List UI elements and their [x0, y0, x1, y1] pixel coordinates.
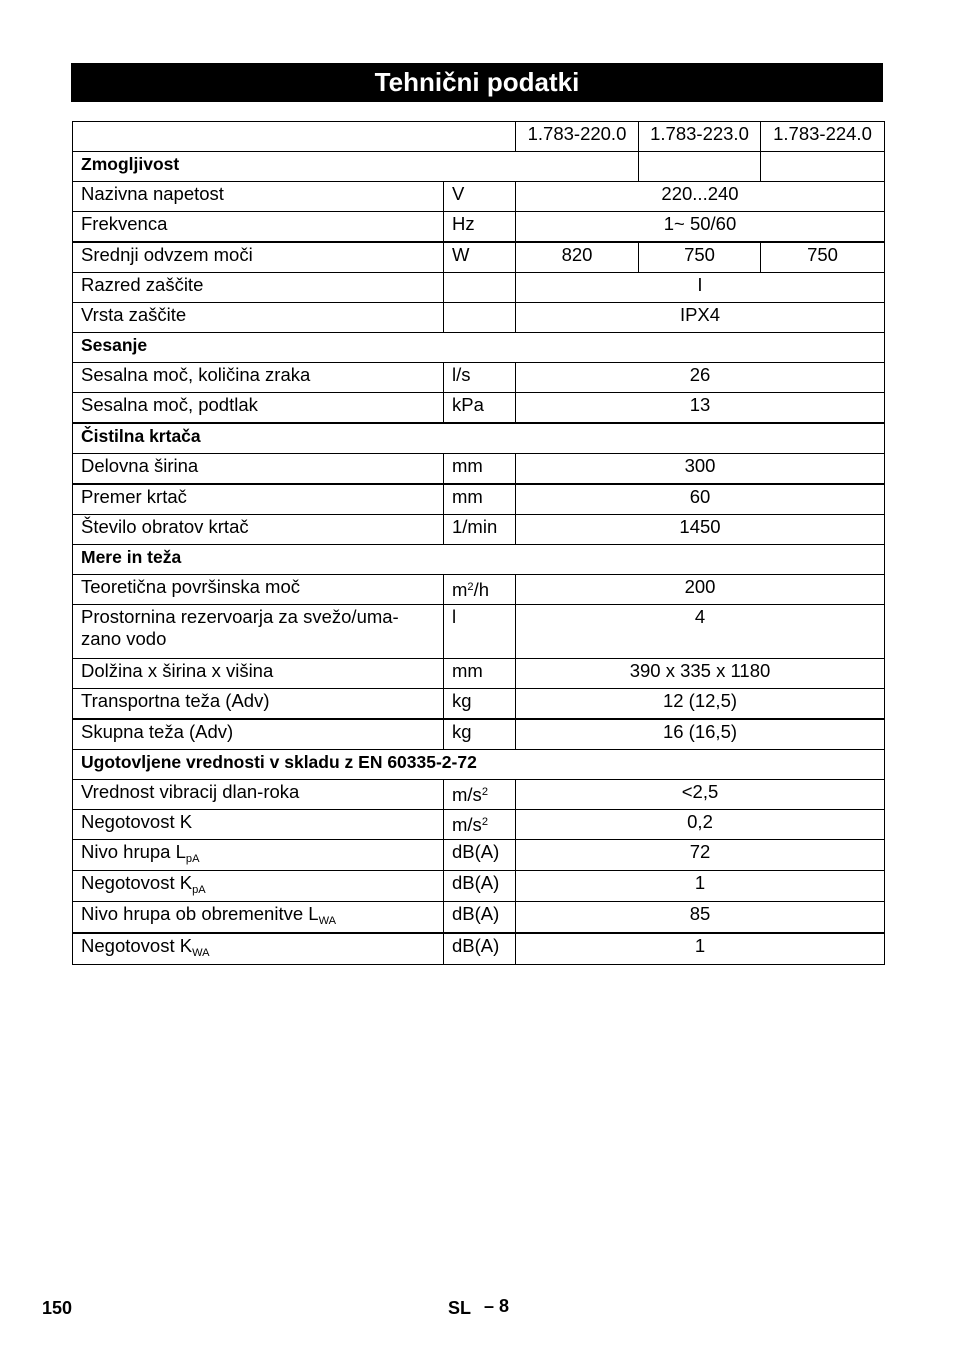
row-value: 200 [516, 575, 885, 605]
row-unit: kg [444, 719, 516, 750]
row-value: 1 [516, 933, 885, 965]
label-subscript: WA [192, 947, 210, 959]
section-row [73, 333, 885, 363]
row-unit [444, 780, 516, 810]
row-value: 300 [516, 454, 885, 485]
technical-data-table [72, 121, 885, 965]
unit-superscript: 2 [481, 786, 488, 798]
label-subscript: pA [192, 884, 206, 896]
row-value: 220...240 [516, 182, 885, 212]
section-title: Mere in teža [73, 545, 885, 575]
table-row [73, 659, 885, 689]
row-value: 13 [516, 393, 885, 424]
row-unit: dB(A) [444, 840, 516, 871]
empty-cell [761, 152, 885, 182]
row-value: 390 x 335 x 1180 [516, 659, 885, 689]
table-row [73, 719, 885, 750]
table-row [73, 575, 885, 605]
row-label: Sesalna moč, količina zraka [73, 363, 444, 393]
table-row [73, 840, 885, 871]
row-unit: kPa [444, 393, 516, 424]
section-row [73, 152, 885, 182]
row-unit: mm [444, 484, 516, 515]
row-value-model-3: 750 [761, 242, 885, 273]
row-label [73, 902, 444, 934]
table-header-row [73, 122, 885, 152]
row-value: 1~ 50/60 [516, 212, 885, 243]
row-value-model-2: 750 [639, 242, 761, 273]
page-title: Tehnični podatki [71, 63, 883, 102]
row-value: 1 [516, 871, 885, 902]
section-title: Ugotovljene vrednosti v skladu z EN 60335-2-72 [73, 750, 885, 780]
table-row [73, 212, 885, 243]
table-row [73, 810, 885, 840]
row-label [73, 933, 444, 965]
label-base: Nivo hrupa L [81, 841, 186, 862]
row-label [73, 840, 444, 871]
unit-base: m [452, 579, 468, 600]
row-label: Srednji odvzem moči [73, 242, 444, 273]
model-2: 1.783-223.0 [639, 122, 761, 152]
row-value: 85 [516, 902, 885, 934]
table-row [73, 484, 885, 515]
table-row [73, 515, 885, 545]
row-unit: mm [444, 659, 516, 689]
row-label: Število obratov krtač [73, 515, 444, 545]
row-unit: dB(A) [444, 933, 516, 965]
unit-rest: /h [473, 579, 490, 600]
row-unit: l [444, 605, 516, 659]
table-row [73, 933, 885, 965]
row-value: <2,5 [516, 780, 885, 810]
row-value: 60 [516, 484, 885, 515]
table-row [73, 242, 885, 273]
row-label [73, 871, 444, 902]
row-label: Vrednost vibracij dlan-roka [73, 780, 444, 810]
row-value: 12 (12,5) [516, 689, 885, 720]
row-unit: dB(A) [444, 871, 516, 902]
row-label: Teoretična površinska moč [73, 575, 444, 605]
page-number: 150 [42, 1298, 73, 1318]
row-label: Skupna teža (Adv) [73, 719, 444, 750]
label-base: Negotovost K [81, 935, 193, 956]
row-unit [444, 810, 516, 840]
unit-superscript: 2 [481, 816, 488, 828]
language-code: SL [448, 1298, 472, 1318]
label-subscript: pA [185, 853, 200, 865]
section-row [73, 545, 885, 575]
row-label: Premer krtač [73, 484, 444, 515]
section-row [73, 750, 885, 780]
row-unit: W [444, 242, 516, 273]
row-label: Transportna teža (Adv) [73, 689, 444, 720]
row-value: 0,2 [516, 810, 885, 840]
section-page-number: – 8 [484, 1296, 510, 1316]
table-row [73, 902, 885, 934]
unit-base: m/s [452, 784, 482, 805]
row-value: IPX4 [516, 303, 885, 333]
row-unit [444, 303, 516, 333]
table-row [73, 871, 885, 902]
row-unit [444, 575, 516, 605]
row-unit: mm [444, 454, 516, 485]
row-unit: l/s [444, 363, 516, 393]
empty-cell [639, 152, 761, 182]
table-row [73, 454, 885, 485]
table-row [73, 303, 885, 333]
unit-superscript: 2 [467, 581, 474, 593]
section-title: Sesanje [73, 333, 885, 363]
label-subscript: WA [318, 915, 337, 927]
section-title: Zmogljivost [73, 152, 639, 182]
model-3: 1.783-224.0 [761, 122, 885, 152]
row-label: Razred zaščite [73, 273, 444, 303]
unit-base: m/s [452, 814, 482, 835]
row-unit: V [444, 182, 516, 212]
table-row [73, 273, 885, 303]
row-label: Dolžina x širina x višina [73, 659, 444, 689]
row-label: Prostornina rezervoarja za svežo/uma-zano vodo [73, 605, 444, 659]
row-label: Vrsta zaščite [73, 303, 444, 333]
row-label: Sesalna moč, podtlak [73, 393, 444, 424]
row-value: 26 [516, 363, 885, 393]
row-label: Negotovost K [73, 810, 444, 840]
table-row [73, 363, 885, 393]
table-row [73, 605, 885, 659]
row-unit: Hz [444, 212, 516, 243]
row-unit [444, 273, 516, 303]
table-row [73, 182, 885, 212]
row-unit: 1/min [444, 515, 516, 545]
row-value: I [516, 273, 885, 303]
row-value-model-1: 820 [516, 242, 639, 273]
row-label: Frekvenca [73, 212, 444, 243]
row-label: Nazivna napetost [73, 182, 444, 212]
row-value: 72 [516, 840, 885, 871]
row-unit: dB(A) [444, 902, 516, 934]
section-row [73, 423, 885, 454]
table-row [73, 393, 885, 424]
row-value: 1450 [516, 515, 885, 545]
label-base: Negotovost K [81, 872, 193, 893]
row-unit: kg [444, 689, 516, 720]
table-row [73, 689, 885, 720]
section-title: Čistilna krtača [73, 423, 885, 454]
row-value: 4 [516, 605, 885, 659]
row-value: 16 (16,5) [516, 719, 885, 750]
table-row [73, 780, 885, 810]
label-base: Nivo hrupa ob obremenitve L [81, 903, 319, 924]
row-label: Delovna širina [73, 454, 444, 485]
header-empty-cell [73, 122, 516, 152]
model-1: 1.783-220.0 [516, 122, 639, 152]
